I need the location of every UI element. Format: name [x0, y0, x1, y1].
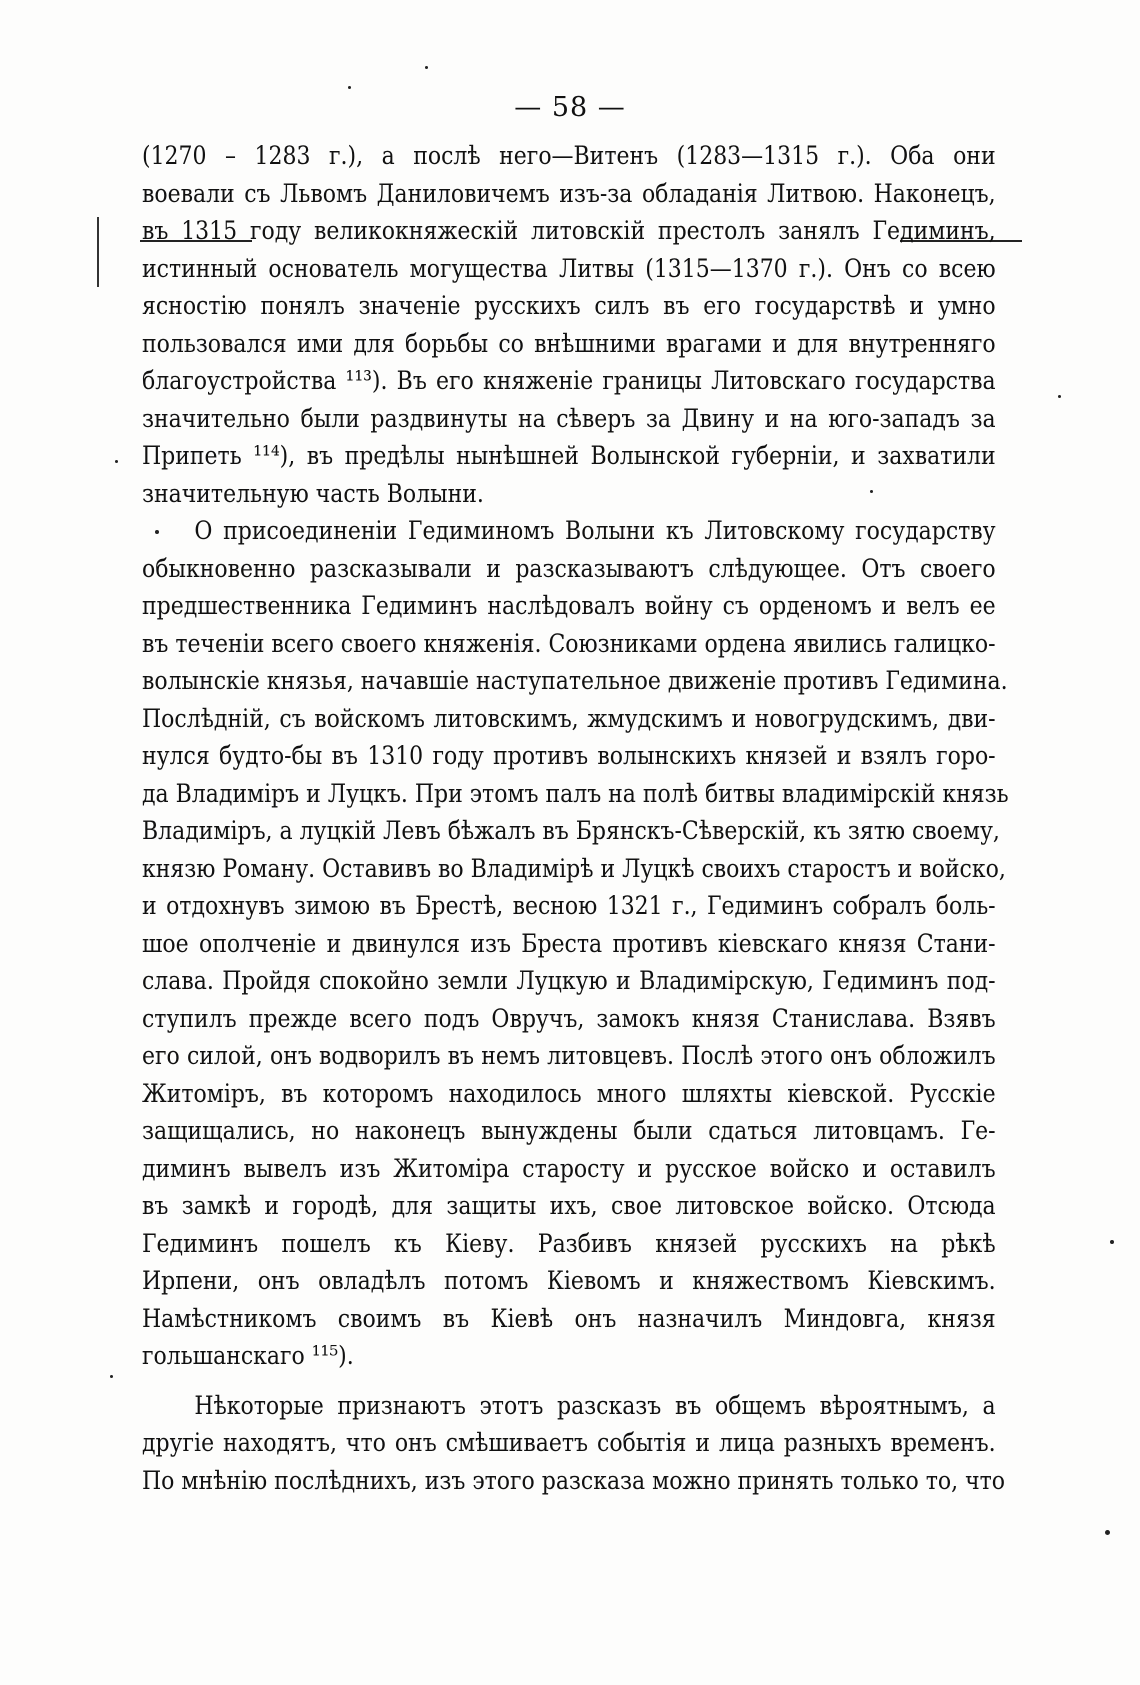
text-line: да Владиміръ и Луцкъ. При этомъ палъ на полѣ битвы владимірскій князь — [142, 778, 1009, 808]
text-line: другіе находятъ, что онъ смѣшиваетъ событія и лица разныхъ временъ. — [142, 1428, 996, 1457]
text-line: предшественника Гедиминъ наслѣдовалъ войну съ орденомъ и велъ ее — [142, 591, 996, 620]
text-line: истинный основатель могущества Литвы (1315—1370 г.). Онъ со всею — [142, 253, 996, 283]
paragraph-spacer — [142, 1375, 996, 1387]
margin-pencil-mark — [97, 217, 99, 287]
text-line: волынскіе князья, начавшіе наступательное движеніе противъ Гедимина. — [142, 666, 1008, 695]
paragraph-3 — [142, 1387, 1006, 1500]
text-line: въ замкѣ и городѣ, для защиты ихъ, свое литовское войско. Отсюда — [142, 1191, 996, 1220]
scan-speck — [115, 460, 118, 463]
scan-speck — [155, 530, 159, 534]
text-line: Послѣдній, съ войскомъ литовскимъ, жмудскимъ и новогрудскимъ, дви- — [142, 703, 996, 733]
text-line: О присоединеніи Гедиминомъ Волыни къ Литовскому государству — [194, 516, 996, 545]
scan-speck — [110, 1375, 113, 1378]
text-line: слава. Пройдя спокойно земли Луцкую и Владимірскую, Гедиминъ под- — [142, 966, 996, 995]
text-line: его силой, онъ водворилъ въ немъ литовцевъ. Послѣ этого онъ обложилъ — [142, 1041, 996, 1070]
paragraph-1 — [142, 137, 996, 512]
scan-speck — [425, 66, 428, 69]
body-text — [142, 137, 1009, 1499]
text-line: Нѣкоторые признаютъ этотъ разсказъ въ общемъ вѣроятнымъ, а — [194, 1390, 996, 1420]
text-line: князю Роману. Оставивъ во Владимірѣ и Луцкѣ своихъ старостъ и войско, — [142, 853, 1006, 883]
text-line: По мнѣнію послѣднихъ, изъ этого разсказа можно принять только то, что — [142, 1465, 1006, 1495]
text-line: воевали съ Львомъ Даниловичемъ изъ-за обладанія Литвою. Наконецъ, — [142, 178, 996, 208]
text-line: пользовался ими для борьбы со внѣшними врагами и для внутренняго — [142, 328, 996, 358]
text-line: обыкновенно разсказывали и разсказываютъ слѣдующее. Отъ своего — [142, 553, 996, 583]
text-line: нулся будто-бы въ 1310 году противъ волынскихъ князей и взялъ горо- — [142, 741, 996, 770]
scan-speck — [1110, 1240, 1114, 1244]
text-line: въ теченіи всего своего княженія. Союзниками ордена явились галицко- — [142, 628, 996, 658]
text-line: Житоміръ, въ которомъ находилось много шляхты кіевской. Русскіе — [142, 1078, 996, 1108]
text-line: Намѣстникомъ своимъ въ Кіевѣ онъ назначилъ Миндовга, князя — [142, 1303, 996, 1333]
text-line: въ 1315 году великокняжескій литовскій престолъ занялъ Гедиминъ, — [142, 216, 996, 245]
text-line: ступилъ прежде всего подъ Овручъ, замокъ князя Станислава. Взявъ — [142, 1003, 996, 1033]
text-line: Владиміръ, а луцкій Левъ бѣжалъ въ Брянскъ-Сѣверскій, къ зятю своему, — [142, 816, 1000, 845]
text-line: значительную часть Волыни. — [142, 478, 484, 508]
text-line: благоустройства ¹¹³). Въ его княженіе границы Литовскаго государства — [142, 366, 996, 395]
text-line: и отдохнувъ зимою въ Брестѣ, весною 1321 г., Гедиминъ собралъ боль- — [142, 891, 996, 920]
text-line: ясностію понялъ значеніе русскихъ силъ въ его государствѣ и умно — [142, 291, 996, 320]
scan-speck — [1105, 1530, 1110, 1535]
text-line: гольшанскаго ¹¹⁵). — [142, 1341, 354, 1370]
text-line: Гедиминъ пошелъ къ Кіеву. Разбивъ князей русскихъ на рѣкѣ — [142, 1228, 996, 1258]
paragraph-2 — [142, 512, 1009, 1375]
text-line: Припеть ¹¹⁴), въ предѣлы нынѣшней Волынской губерніи, и захватили — [142, 441, 996, 470]
text-line: значительно были раздвинуты на сѣверъ за Двину и на юго-западъ за — [142, 403, 996, 433]
scan-speck — [348, 86, 351, 89]
page-number: — 58 — — [514, 92, 626, 123]
scan-speck — [870, 490, 873, 493]
text-line: шое ополченіе и двинулся изъ Бреста противъ кіевскаго князя Стани- — [142, 928, 996, 958]
text-line: защищались, но наконецъ вынуждены были сдаться литовцамъ. Ге- — [142, 1116, 996, 1145]
text-line: (1270 – 1283 г.), а послѣ него—Витенъ (1283—1315 г.). Оба они — [142, 141, 996, 170]
text-line: диминъ вывелъ изъ Житоміра старосту и русское войско и оставилъ — [142, 1153, 996, 1183]
text-line: Ирпени, онъ овладѣлъ потомъ Кіевомъ и княжествомъ Кіевскимъ. — [142, 1266, 996, 1295]
scan-speck — [1058, 395, 1061, 398]
